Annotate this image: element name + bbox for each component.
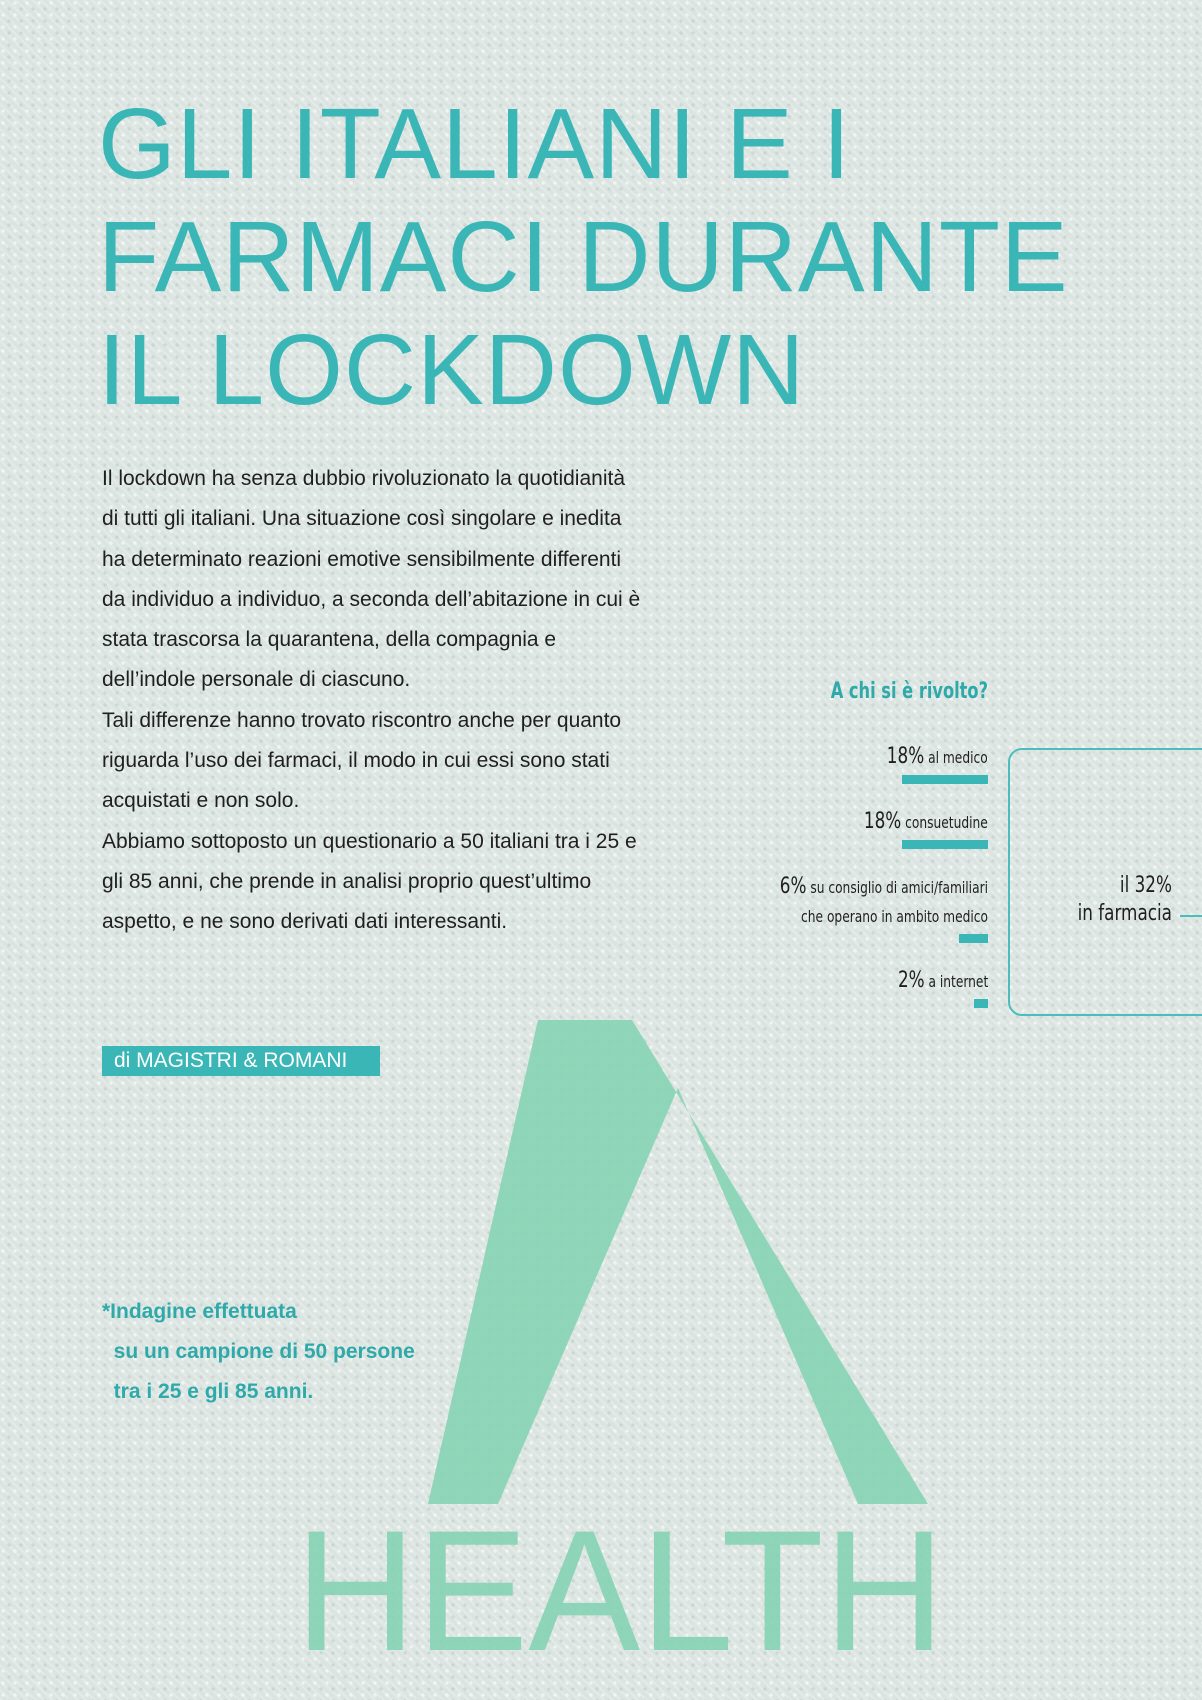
response-percent: 6%: [779, 874, 807, 899]
response-bar: [959, 934, 988, 943]
response-percent: 18%: [887, 744, 925, 769]
intro-paragraph: Abbiamo sottoposto un questionario a 50 italiani tra i 25 e gli 85 anni, che prende in analisi proprio quest’ultimo aspetto, e ne sono derivati dati interessanti.: [102, 829, 637, 934]
title-line-2: FARMACI DURANTE: [98, 201, 1069, 313]
health-logo-text: HEALTH: [295, 1495, 945, 1660]
response-item: [869, 742, 988, 784]
author-badge: di MAGISTRI & ROMANI: [102, 1046, 380, 1076]
response-item: [842, 807, 988, 849]
response-label: 18% consuetudine: [864, 809, 988, 834]
health-logo-chevron: [428, 1020, 928, 1504]
response-percent: 18%: [864, 809, 902, 834]
response-percent: 2%: [897, 968, 925, 993]
health-logo: [280, 1010, 960, 1660]
farmacia-summary: [1026, 872, 1172, 928]
intro-paragraph: Il lockdown ha senza dubbio rivoluzionato la quotidianità di tutti gli italiani. Una situazione così singolare e inedita ha determinato reazioni emotive sensibilmente differenti da individuo a individuo, a seconda dell’abitazione in cui è stata trascorsa la quarantena, della compagnia e dell’indole personale di ciascuno.: [102, 467, 641, 692]
survey-note-line: *Indagine effettuata: [102, 1300, 297, 1323]
title-line-1: GLI ITALIANI E I: [98, 88, 852, 200]
intro-text: [102, 459, 642, 943]
bracket-connector-line: [1180, 915, 1202, 917]
survey-note-line: su un campione di 50 persone: [102, 1340, 415, 1363]
response-item: [743, 872, 988, 943]
response-label: che operano in ambito medico: [801, 907, 988, 926]
page-title: [98, 88, 1098, 427]
survey-note-line: tra i 25 e gli 85 anni.: [102, 1380, 314, 1403]
farmacia-percent: il 32%: [1119, 873, 1172, 898]
response-item: [882, 966, 988, 1008]
response-bar: [974, 999, 988, 1008]
farmacia-label: in farmacia: [1077, 901, 1172, 926]
response-label: 18% al medico: [887, 744, 988, 769]
response-label: 2% a internet: [897, 968, 988, 993]
title-line-3: IL LOCKDOWN: [98, 314, 806, 426]
response-bar: [902, 840, 988, 849]
intro-paragraph: Tali differenze hanno trovato riscontro anche per quanto riguarda l’uso dei farmaci, il modo in cui essi sono stati acquistati e non solo.: [102, 708, 622, 813]
response-bar: [902, 775, 988, 784]
chart-title: A chi si è rivolto?: [830, 679, 988, 704]
response-label: 6% su consiglio di amici/familiari: [779, 874, 988, 899]
